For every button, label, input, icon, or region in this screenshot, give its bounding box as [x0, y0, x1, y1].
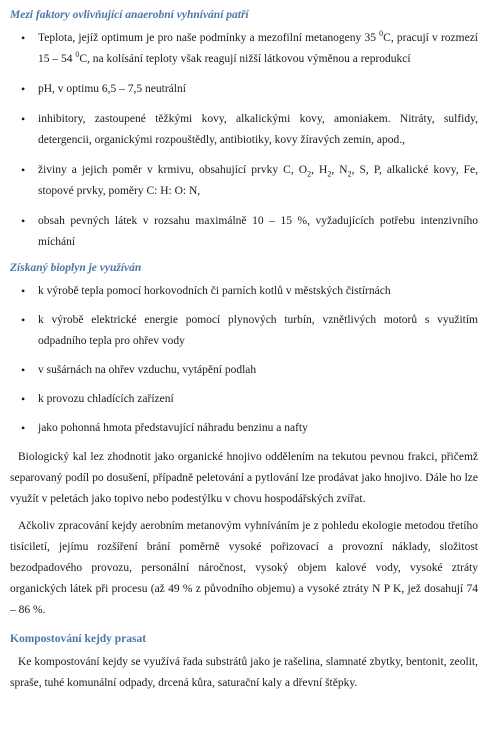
bullet-icon: • — [21, 214, 26, 228]
list-item: • pH, v optimu 6,5 – 7,5 neutrální — [10, 79, 478, 100]
list-item: • k výrobě elektrické energie pomocí plynových turbín, vznětlivých motorů s využitím odpadního tepla pro ohřev vody — [10, 310, 478, 352]
section-heading-composting: Kompostování kejdy prasat — [10, 633, 147, 645]
list-item: • Teplota, jejíž optimum je pro naše podmínky a mezofilní metanogeny 35 $^0$C, pracují v rozmezí 15 – 54 $^0$C, na kolísání teploty však reagují nižší látkovou výměnou a reprodukcí — [21, 29, 478, 65]
paragraph-slurry: Ačkoliv zpracování kejdy aerobním metanovým vyhníváním je z pohledu ekologie metodou třetího tisíciletí, jejímu rozšíření brání poměrně vysoké pořizovací a provozní náklady, složitost bezodpadového provozu, personální náročnost, vysoký objem kalové vody, vysoké ztráty organických látek při procesu (až 49 % z původního objemu) a vysoké ztráty N P K, jež dosahují 74 – 86 %. — [10, 520, 478, 616]
paragraph-sludge: Biologický kal lez zhodnotit jako organické hnojivo oddělením na tekutou pevnou frakci, přičemž separovaný podíl po dosušení, případně peletování a pytlování lze prodávat jako hnojivo. Dále ho lze využít v peletách jako topivo nebo podestýlku v chovu hospodářských zvířat. — [10, 451, 478, 505]
bullet-icon: • — [21, 31, 26, 45]
bullet-icon: • — [21, 421, 26, 435]
section-heading-biogas: Získaný bioplyn je využíván — [10, 262, 142, 274]
factors-list — [10, 28, 478, 253]
biogas-list — [10, 281, 478, 439]
paragraph-composting: Ke kompostování kejdy se využívá řada substrátů jako je rašelina, slamnaté zbytky, bentonit, zeolit, spraše, tuhé komunální odpady, drcená kůra, saturační kaly a dřevní štěpky. — [10, 656, 478, 689]
list-item: • obsah pevných látek v rozsahu maximálně 10 – 15 %, vyžadujících potřebu intenzivního míchání — [10, 211, 478, 253]
bullet-icon: • — [21, 313, 26, 327]
list-item: • jako pohonná hmota představující náhradu benzinu a nafty — [10, 418, 478, 439]
bullet-icon: • — [21, 392, 26, 406]
bullet-icon: • — [21, 163, 26, 177]
section-heading-factors: Mezi faktory ovlivňující anaerobní vyhnívání patří — [10, 9, 249, 21]
bullet-icon: • — [21, 363, 26, 377]
bullet-icon: • — [21, 82, 26, 96]
bullet-icon: • — [21, 112, 26, 126]
list-item: • inhibitory, zastoupené těžkými kovy, alkalickými kovy, amoniakem. Nitráty, sulfidy, detergencii, organickými rozpouštědly, antibiotiky, kovy žíravých zemin, apod., — [10, 109, 478, 151]
list-item: • k výrobě tepla pomocí horkovodních či parních kotlů v městských čistírnách — [10, 281, 478, 302]
bullet-icon: • — [21, 284, 26, 298]
list-item: • živiny a jejich poměr v krmivu, obsahující prvky C, $O_2$, $H_2$, $N_2$, S, P, alkalické kovy, Fe, stopové prvky, poměry C: H: O: N, — [10, 160, 478, 202]
list-item: • k provozu chladících zařízení — [10, 389, 478, 410]
list-item: • v sušárnách na ohřev vzduchu, vytápění podlah — [10, 360, 478, 381]
